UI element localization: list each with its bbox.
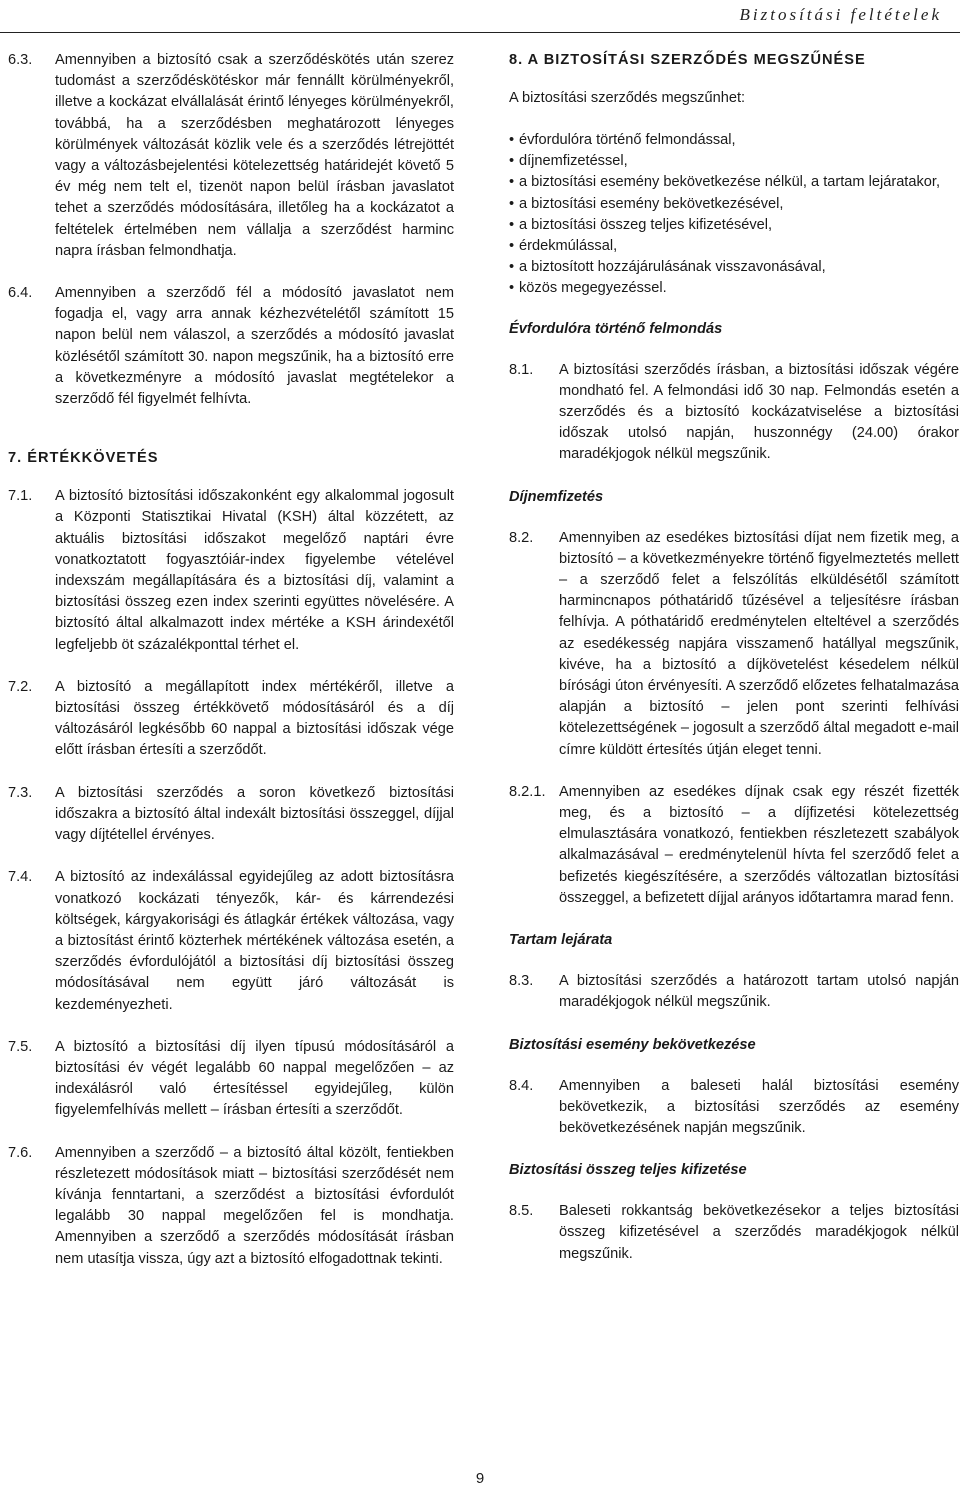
page-number: 9 [475,1470,485,1487]
clause-number: 8.2.1. [509,783,546,800]
clause-text: A biztosító az indexálással egyidejűleg az adott biztosításra vonatkozó kockázati tényezők, kár- és kárrendezési költségek, kárgyakorisági és átlagkár értékek változása, vagy a biztosítást érintő közterhek mértékének változása esetén, a szerződés évfordulójától a biztosítási díj biztosítási összeg módosításával nem együtt járó változását is kezdeményezheti. [55,869,454,1013]
clause-text: A biztosítási szerződés a soron következő biztosítási időszakra a biztosító által indexált biztosítási összeggel, díjjal vagy díjtétellel érvényes. [55,784,454,844]
clause-number: 7.6. [8,1144,33,1161]
clause-number: 8.5. [509,1203,534,1220]
clause-7-2 [8,677,454,762]
clause-text: A biztosító a megállapított index mértékéről, illetve a biztosítási összeg értékkövető módosításáról és a díj változásáról legkésőbb 60 nappal a biztosítási időszak vége előtt írásban értesíti a szerződőt. [55,678,454,759]
clause-text: A biztosítási szerződés írásban, a biztosítási időszak végére mondható fel. A felmondási idő 30 nap. Felmondás esetén a szerződés és a biztosító kockázatviselése a biztosítási időszak utolsó napján, huszonnégy (24.00) órakor maradékjogok nélkül megszűnik. [559,361,959,463]
clause-number: 7.3. [8,784,33,801]
clause-8-2-1 [509,782,959,909]
clause-number: 8.3. [509,973,534,990]
clause-6-3 [8,50,454,262]
section-7-heading: 7. ÉRTÉKKÖVETÉS [8,450,159,467]
right-column [509,50,959,1286]
list-item: • közös megegyezéssel. [509,278,959,299]
section-8-intro: A biztosítási szerződés megszűnhet: [509,90,746,106]
subheading-term-expiry: Tartam lejárata [509,932,613,949]
clause-7-4 [8,867,454,1015]
clause-number: 8.2. [509,529,534,546]
section-8-heading: 8. A BIZTOSÍTÁSI SZERZŐDÉS MEGSZŰNÉSE [509,52,866,68]
clause-7-5 [8,1037,454,1122]
subheading-nonpayment: Díjnemfizetés [509,488,604,505]
clause-text: Amennyiben a baleseti halál biztosítási esemény bekövetkezik, a biztosítási szerződés az esemény bekövetkezésének napján megszűnik. [559,1077,959,1136]
list-item: • évfordulóra történő felmondással, [509,130,959,151]
clause-8-2 [509,528,959,761]
clause-number: 7.1. [8,488,33,505]
clause-number: 8.1. [509,361,534,378]
clause-text: A biztosító a biztosítási díj ilyen típusú módosításáról a biztosítási év végét legalább 60 nappal megelőzően – az indexálásról való értesítéssel egyidejűleg, külön figyelemfelhívás mellett – írásban értesíti a szerződőt. [55,1038,454,1119]
clause-text: A biztosítási szerződés a határozott tartam utolsó napján maradékjogok nélkül megszűnik. [559,973,959,1011]
termination-list [509,130,959,300]
list-item: • érdekmúlással, [509,236,959,257]
clause-text: Amennyiben a biztosító csak a szerződéskötés után szerez tudomást a szerződéskötéskor már fennállt körülményekről, illetve a kockázat elvállalását érintő lényeges körülményekről, továbbá, ha a szerződésben meghatározott lényeges körülmények változását közlik vele és a szerződés létrejöttét vagy a változásbejelentési kötelezettség határidejét követő 5 év még nem telt el, tizenöt napon belül írásban javaslatot tehet a szerződés módosítására, illetőleg ha a kockázatot a feltételek értelmében nem vállalja a szerződést harminc napra írásban felmondhatja. [55,52,454,259]
list-item: • a biztosított hozzájárulásának visszavonásával, [509,257,959,278]
subheading-anniversary: Évfordulóra történő felmondás [509,320,723,337]
list-item: • a biztosítási összeg teljes kifizetésével, [509,215,959,236]
clause-text: Amennyiben az esedékes díjnak csak egy részét fizették meg, és a biztosító – a díjfizetési kötelezettség elmulasztására vonatkozó, fentiekben részletezett szabályok alkalmazásával – eredménytelenül hívta fel szerződő felet a befizetés kiegészítésére, a szerződés változatlan biztosítási összeggel, a befizetett díjjal arányos időtartamra marad fenn. [559,783,959,906]
clause-8-1 [509,360,959,466]
clause-number: 7.2. [8,678,33,695]
clause-text: Amennyiben a szerződő – a biztosító által közölt, fentiekben részletezett módosítások miatt – biztosítási szerződését nem kívánja fenntartani, a szerződést a biztosítási évfordulót legalább 30 nappal megelőzően fel is mondhatja. Amennyiben a szerződő a szerződés módosítását írásban nem utasítja vissza, úgy azt a biztosító elfogadottnak tekinti. [55,1144,454,1267]
clause-6-4 [8,283,454,410]
list-item: • díjnemfizetéssel, [509,151,959,172]
clause-number: 6.3. [8,52,33,68]
clause-number: 7.5. [8,1038,33,1055]
list-item: • a biztosítási esemény bekövetkezésével, [509,194,959,215]
document-title: Biztosítási feltételek [739,5,942,24]
running-header [0,0,960,33]
clause-8-3 [509,971,959,1013]
clause-number: 7.4. [8,869,33,886]
subheading-insured-event: Biztosítási esemény bekövetkezése [509,1036,756,1053]
clause-text: Amennyiben a szerződő fél a módosító javaslatot nem fogadja el, vagy arra annak kézhezvételétől számított 15 napon belül nem válaszol, a szerződés a módosító javaslat közlésétől számított 30. napon megszűnik, ha a biztosító erre a következményre a módosító javaslat megtételekor a szerződő fél figyelmét felhívta. [55,285,454,408]
clause-7-3 [8,783,454,847]
clause-8-4 [509,1076,959,1140]
clause-7-1 [8,486,454,656]
subheading-full-payout: Biztosítási összeg teljes kifizetése [509,1162,747,1179]
clause-number: 8.4. [509,1077,534,1094]
clause-7-6 [8,1143,454,1270]
list-item: • a biztosítási esemény bekövetkezése nélkül, a tartam lejáratakor, [509,172,959,193]
clause-text: Baleseti rokkantság bekövetkezésekor a teljes biztosítási összeg kifizetésével a szerződés maradékjogok nélkül megszűnik. [559,1203,959,1262]
clause-number: 6.4. [8,285,33,302]
clause-text: Amennyiben az esedékes biztosítási díjat nem fizetik meg, a biztosító – a következményekre történő figyelmeztetés mellett – a szerződő felet a felszólítás elküldésétől számított harmincnapos póthatáridő tűzésével a teljesítésre írásban felhívja. A póthatáridő eredménytelen elteltével a szerződés az esedékesség napjára visszamenő hatállyal megszűnik, kivéve, ha a biztosító a díjkövetelést késedelem nélkül bírósági úton érvényesíti. A szerződő előzetes felhatalmazása alapján a biztosító – jelen pont szerinti felhívási kötelezettségének – jogosult a szerződő által megadott e-mail címre küldött értesítés útján eleget tenni. [559,529,959,758]
left-column [8,50,454,1291]
clause-text: A biztosító biztosítási időszakonként egy alkalommal jogosult a Központi Statisztikai Hivatal (KSH) által közzétett, az aktuális biztosítási időszakot megelőző naptári évre vonatkoztatott fogyasztóiár-index figyelembe vételével indexszám megállapítására és a biztosítási díj, valamint a biztosítási összeg ezen index szerinti együttes növelésére. A biztosító által alkalmazott index mértéke a KSH árindexétől legfeljebb öt százalékponttal térhet el. [55,488,454,653]
clause-8-5 [509,1201,959,1265]
